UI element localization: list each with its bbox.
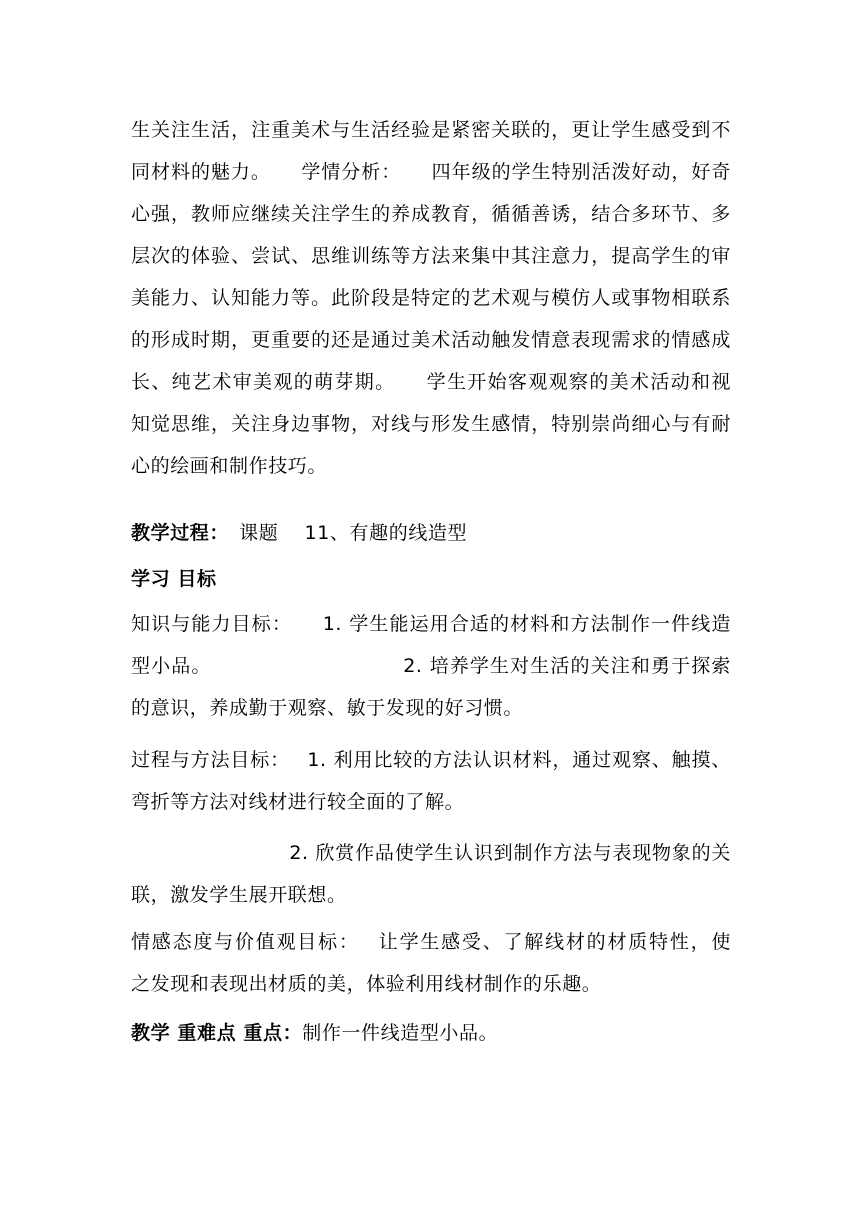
text-line: 层次的体验、尝试、思维训练等方法来集中其注意力，提高学生的审 [131,245,731,267]
text-line: 的意识，养成勤于观察、敏于发现的好习惯。 [131,697,524,719]
text-line: 心强，教师应继续关注学生的养成教育，循循善诱，结合多环节、多 [131,203,731,225]
key-points-line [131,1020,731,1046]
key-points-label: 教学 重难点 重点： [131,1022,303,1044]
text-line: 型小品。 2. 培养学生对生活的关注和勇于探索 [131,655,731,677]
text-line: 生关注生活，注重美术与生活经验是紧密关联的，更让学生感受到不 [131,119,731,141]
text-line: 知识与能力目标： 1. 学生能运用合适的材料和方法制作一件线造 [131,613,731,635]
key-points-text: 制作一件线造型小品。 [302,1022,499,1044]
text-line: 知觉思维，关注身边事物，对线与形发生感情，特别崇尚细心与有耐 [131,413,731,435]
text-line: 美能力、认知能力等。此阶段是特定的艺术观与模仿人或事物相联系 [131,287,731,309]
text-line: 弯折等方法对线材进行较全面的了解。 [131,791,465,813]
text-line: 心的绘画和制作技巧。 [131,455,328,477]
text-line: 长、纯艺术审美观的萌芽期。 学生开始客观观察的美术活动和视 [131,371,731,393]
lesson-title: 课题 11、有趣的线造型 [219,522,468,544]
text-line: 2. 欣赏作品使学生认识到制作方法与表现物象的关 [131,842,731,864]
teaching-process-label: 教学过程： [131,522,220,544]
text-line: 情感态度与价值观目标： 让学生感受、了解线材的材质特性，使 [131,931,731,953]
learning-goals-heading: 学习 目标 [131,568,217,590]
text-line: 过程与方法目标： 1. 利用比较的方法认识材料，通过观察、触摸、 [131,749,731,771]
teaching-process-line [131,520,731,546]
text-line: 的形成时期，更重要的还是通过美术活动触发情意表现需求的情感成 [131,329,731,351]
text-line: 联，激发学生展开联想。 [131,884,347,906]
text-line: 之发现和表现出材质的美，体验利用线材制作的乐趣。 [131,973,602,995]
text-line: 同材料的魅力。 学情分析： 四年级的学生特别活泼好动，好奇 [131,161,731,183]
